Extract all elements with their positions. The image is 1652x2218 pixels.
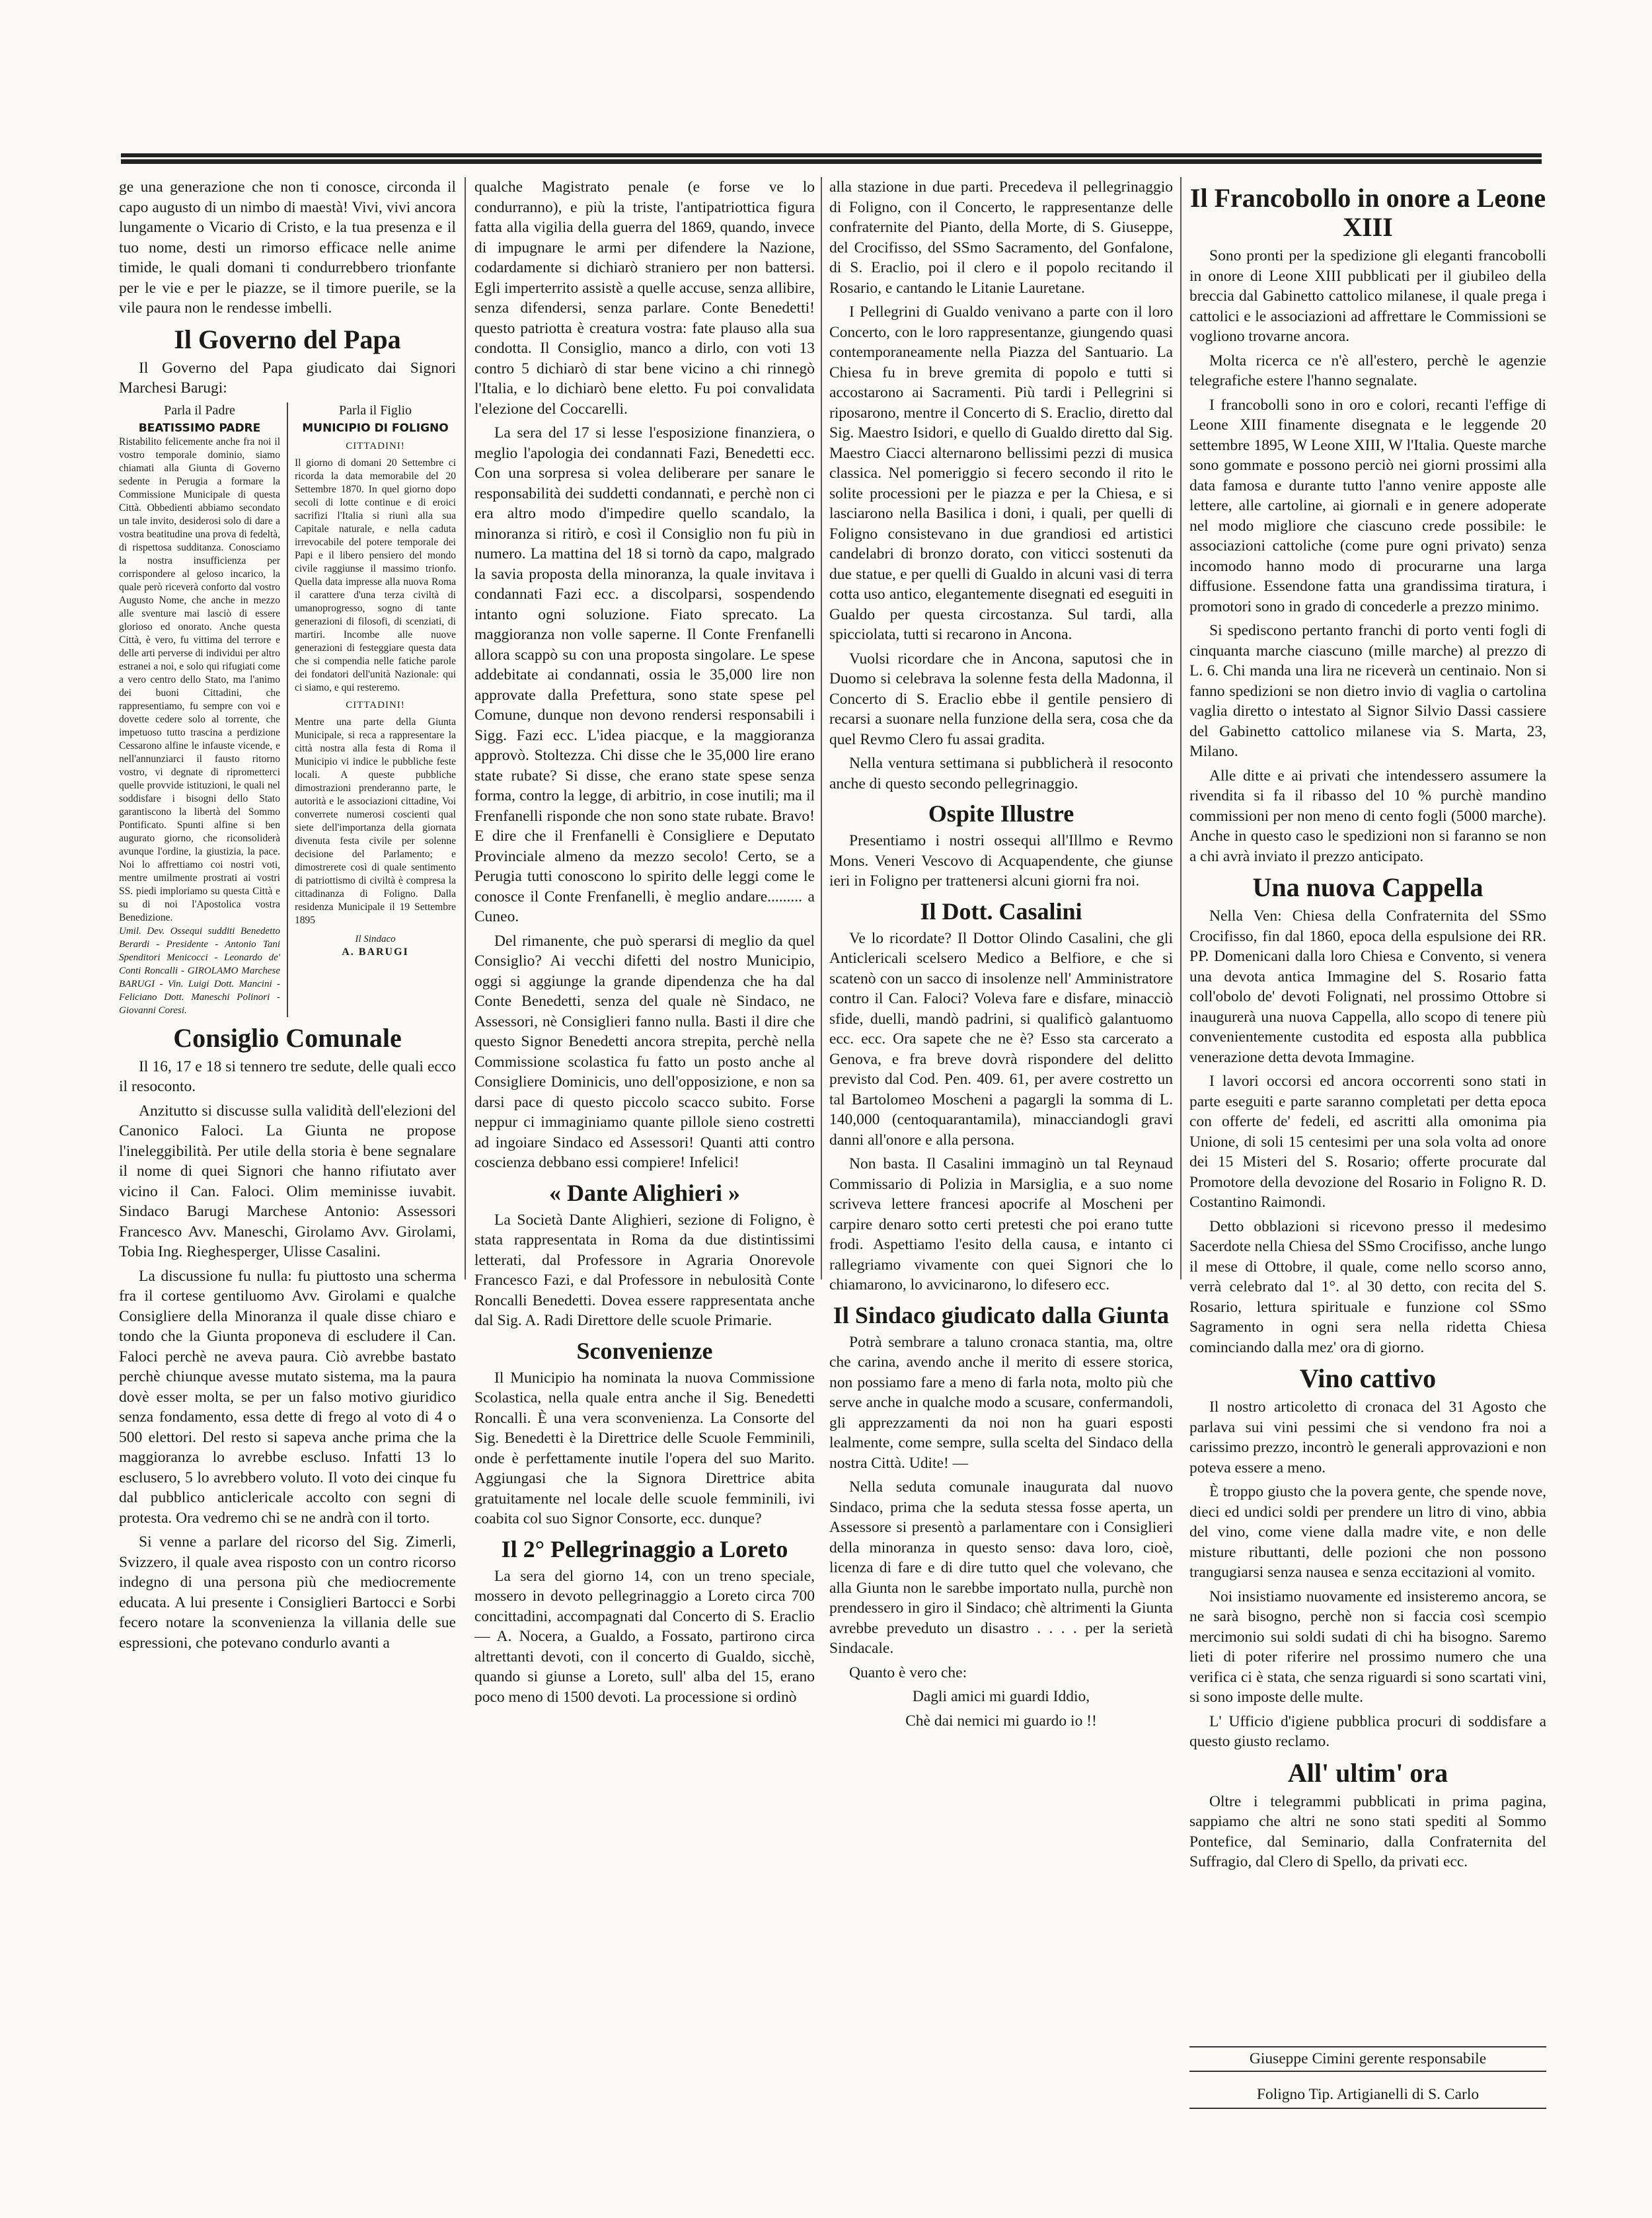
column-2 bbox=[474, 177, 815, 2066]
paragraph: Alle ditte e ai privati che intendessero assumere la rivendita si fa il ribasso del 10 % purchè mandino commissioni per non meno di cento fogli (5000 marche). Anche in questo caso le spedizioni non si faranno se non a chi avrà inviato il prezzo anticipato. bbox=[1189, 767, 1546, 865]
padre-head: Parla il Padre bbox=[164, 402, 235, 418]
paragraph: Detto obblazioni si ricevono presso il medesimo Sacerdote nella Chiesa del SSmo Crocifisso, anche lungo il mese di Ottobre, il quale, come nello scorso anno, verrà celebrato dal 1°. al 30 detto, con recita del S. Rosario, lettura spirituale e funzione col SSmo Sagramento in ogni sera nella ridetta Chiesa cominciando dalla mez' ora di giorno. bbox=[1189, 1217, 1546, 1356]
padre-title: BEATISSIMO PADRE bbox=[138, 421, 261, 435]
paragraph: La sera del 17 si lesse l'esposizione finanziera, o meglio l'apologia dei condannati Fazi, Benedetti ecc. Con una sorpresa si volea deliberare per sanare le responsabilità dei suddetti condannati, e perchè non ci era altro modo d'impedire quello scandalo, la minoranza si ritirò, e così il Consiglio non fu più in numero. La mattina del 18 si tornò da capo, malgrado la savia proposta della minoranza, la quale invitava i condannati Fazi ecc. a discolparsi, sospendendo intanto ogni soluzione. Fiato sprecato. La maggioranza non volle saperne. Il Conte Frenfanelli allora scappò su con una proposta singolare. Le spese addebitate ai condannati, ossia le 35,000 lire non approvate dalla Prefettura, sono state spese pel Comune, dunque non devono rendersi responsabili i Sigg. Fazi ecc. L'idea piacque, e la maggioranza approvò. Stoltezza. Chi disse che le 35,000 lire erano state rubate? Si disse, che erano state spese senza forma, contro la legge, di arbitrio, in cose inutili; ma il Frenfanelli risponde che non sono state rubate. Bravo! E dire che il Frenfanelli è Consigliere e Deputato Provinciale almeno da mezzo secolo! Certo, se a Perugia tutti conoscono lo spirito delle leggi come le conosce il Conte Frenfanelli, è meglio andare......... a Cuneo. bbox=[474, 424, 815, 925]
quote-line-2: Chè dai nemici mi guardo io !! bbox=[905, 1712, 1097, 1730]
paragraph: Nella seduta comunale inaugurata dal nuovo Sindaco, prima che la seduta stessa fosse aperta, un Assessore si presentò a parlamentare con i Consiglieri della minoranza in questo senso: dava loro, cioè, licenza di fare e di dire tutto quel che volevano, che alla Giunta non le sarebbe importato nulla, purchè non prendessero in giro il Sindaco; chè altrimenti la Giunta avrebbe preveduto un disastro . . . . per la serietà Sindacale. bbox=[829, 1478, 1173, 1657]
consiglio-title: Consiglio Comunale bbox=[173, 1022, 402, 1053]
paragraph: alla stazione in due parti. Precedeva il pellegrinaggio di Foligno, con il Concerto, le rappresentanze delle confraternite del Pianto, della Morte, di S. Giuseppe, del Crocifisso, del SSmo Sacramento, del Gonfalone, di S. Eraclio, poi il clero e il popolo recitando il Rosario, e cantando le Litanie Lauretane. bbox=[829, 178, 1173, 297]
paragraph: La Società Dante Alighieri, sezione di Foligno, è stata rappresentata in Roma da due distintissimi letterati, dal Professore in Agraria Onorevole Francesco Fazi, e dal Professore in nebulosità Conte Roncalli Benedetti. Dovea essere rappresentata anche dal Sig. A. Radi Direttore delle scuole Primarie. bbox=[474, 1211, 815, 1329]
figlio-caption-2: CITTADINI! bbox=[346, 699, 405, 710]
column-divider bbox=[465, 177, 466, 1280]
paragraph: Nella Ven: Chiesa della Confraternita del SSmo Crocifisso, fin dal 1860, epoca della espulsione dei RR. PP. Domenicani dalla loro Chiesa e Convento, si venera una devota antica Immagine del S. Rosario fatta coll'obolo de' devoti Folignati, nel prossimo Ottobre si inaugurerà una nuova Cappella, allo scopo di tenere più convenientemente custodita ed esposta alla pubblica venerazione detta devota Immagine. bbox=[1189, 907, 1546, 1066]
figlio-text-2: Mentre una parte della Giunta Municipale, si reca a rappresentare la città nostra alla festa di Roma il Municipio vi indice le pubbliche feste locali. A queste pubbliche dimostrazioni prenderanno parte, le autorità e le associazioni cittadine, Voi converrete numerosi coscienti qual siete dell'importanza della giornata divenuta festa civile per solenne decisione del Parlamento; e dimostrerete così di quale sentimento di patriottismo di civiltà è compresa la cittadinanza di Foligno. Dalla residenza Municipale il 19 Settembre 1895 bbox=[295, 716, 456, 926]
paragraph: Presentiamo i nostri ossequi all'Illmo e Revmo Mons. Veneri Vescovo di Acquapendente, che giunse ieri in Foligno per trattenersi alcuni giorni fra noi. bbox=[829, 832, 1173, 890]
paragraph: La sera del giorno 14, con un treno speciale, mossero in devoto pellegrinaggio a Loreto circa 700 concittadini, accompagnati dal Concerto di S. Eraclio — A. Nocera, a Gualdo, a Fossato, partirono circa altrettanti devoti, con il concerto di Gualdo, sicchè, quando si giunse a Loreto, sull' alba del 15, erano poco meno di 1500 devoti. La processione si ordinò bbox=[474, 1567, 815, 1706]
top-rule bbox=[121, 153, 1542, 164]
column-1 bbox=[119, 177, 456, 2066]
tipografia-line: Foligno Tip. Artigianelli di S. Carlo bbox=[1189, 2083, 1546, 2109]
paragraph: Sono pronti per la spedizione gli eleganti francobolli in onore di Leone XIII pubblicati per il giubileo della breccia dal Gabinetto cattolico milanese, il quale prega i cattolici e le associazioni ad affrettare le Commissioni se vogliono trovarne ancora. bbox=[1189, 247, 1546, 345]
paragraph: Il 16, 17 e 18 si tennero tre sedute, delle quali ecco il resoconto. bbox=[119, 1057, 456, 1095]
gerente-line: Giuseppe Cimini gerente responsabile bbox=[1189, 2046, 1546, 2072]
paragraph: qualche Magistrato penale (e forse ve lo condurranno), e più la triste, l'antipatriottica figura fatta alla vigilia della guerra del 1869, quando, invece di impugnare le armi per difendere la Nazione, codardamente si dichiarò straniero per non battersi. Egli imperterrito assistè a quelle accuse, senza allibire, senza difendersi, senza parlare. Conte Benedetti! questo patriotta è creatura vostra: fate plauso alla sua condotta. Il Consiglio, manco a dirlo, con voti 13 contro 5 dichiarò di star bene vicino a chi rinnegò l'Italia, e lo dichiarò bene eletto. Fu poi convalidata l'elezione del Coccarelli. bbox=[474, 178, 815, 418]
figlio-text-1: Il giorno di domani 20 Settembre ci ricorda la data memorabile del 20 Settembre 1870. In quel giorno dopo secoli di lotte continue e di eroici sacrifizi l'Italia si riunì alla sua Capitale naturale, e nella caduta irrevocabile del potere temporale dei Papi e il libero pensiero del mondo civile raggiunse il massimo trionfo. Quella data impresse alla nuova Roma il carattere d'una terza civiltà di umanoprogresso, sogno di tante generazioni di filosofi, di scenziati, di martiri. Incombe alle nuove generazioni di festeggiare questa data che si compendia nelle fatiche parole dei fondatori dell'unità Nazionale: qui ci siamo, e qui resteremo. bbox=[295, 457, 456, 693]
paragraph: Noi insistiamo nuovamente ed insisteremo ancora, se ne sarà bisogno, perchè non si faccia così scempio mercimonio sui soldi sudati di chi ha bisogno. Saremo lieti di poter riferire nel prossimo numero che una verifica ci è stata, che senza riguardi si sono scartati vini, si sono imposte delle multe. bbox=[1189, 1587, 1546, 1706]
paragraph: Ve lo ricordate? Il Dottor Olindo Casalini, che gli Anticlericali scelsero Medico a Belfiore, e che si scatenò con un sacco di insolenze nell' Amministratore contro il Can. Faloci? Voleva fare e disfare, minacciò sfide, duelli, mandò padrini, si qualificò galantuomo ecc. ecc. Ora sapete che ne è? Esso sta carcerato a Genova, e fra breve dovrà rispondere del delitto previsto dal Cod. Pen. 409. 61, per avere costretto un tal Bartolomeo Moscheni a pagargli la somma di L. 140,000 (centoquarantamila), minacciandogli gravi danni all'onore e alla persona. bbox=[829, 929, 1173, 1149]
casalini-title: Il Dott. Casalini bbox=[920, 898, 1082, 925]
paragraph: Oltre i telegrammi pubblicati in prima pagina, sappiamo che altri ne sono stati spediti al Sommo Pontefice, dal Seminario, dalla Confraternita del Suffragio, dal Clero di Spello, da privati ecc. bbox=[1189, 1792, 1546, 1870]
paragraph: I lavori occorsi ed ancora occorrenti sono stati in parte eseguiti e parte saranno completati per detta epoca con offerte de' fedeli, ed ascritti alla omonima pia Unione, di soli 15 centesimi per una sola volta ad onore dei 15 Misteri del S. Rosario; offerte procurate dal Promotore della devozione del Rosario in Foligno R. D. Costantino Raimondi. bbox=[1189, 1073, 1546, 1211]
paragraph: Anzitutto si discusse sulla validità dell'elezioni del Canonico Faloci. La Giunta ne propose l'ineleggibilità. Per utile della storia è bene segnalare il nome di quei Signori che hanno rifiutato aver vicino il Can. Faloci. Olim meminisse iuvabit. Sindaco Barugi Marchese Antonio: Assessori Francesco Avv. Maneschi, Girolamo Avv. Girolami, Tobia Ing. Rieghesperger, Ulisse Casalini. bbox=[119, 1102, 456, 1260]
paragraph: Potrà sembrare a taluno cronaca stantia, ma, oltre che carina, avendo anche il merito di essere storica, non possiamo fare a meno di farla nota, molto più che serve anche in qualche modo a scusare, confermandoli, gli apprezzamenti da noi non ha guari esposti lealmente, come sempre, sulla scelta del Sindaco della nostra Città. Udite! — bbox=[829, 1333, 1173, 1472]
paragraph: Il Municipio ha nominata la nuova Commissione Scolastica, nella quale entra anche il Sig. Benedetti Roncalli. È una vera sconvenienza. La Consorte del Sig. Benedetti è la Direttrice delle Scuole Femminili, onde è perfettamente inutile l'opera del suo Marito. Aggiungasi che la Signora Direttrice abita gratuitamente nel locale delle scuole femminili, ivi coabita col suo Signor Consorte, ecc. dunque? bbox=[474, 1369, 815, 1527]
padre-signers: Umil. Dev. Ossequi sudditi Benedetto Berardi - Presidente - Antonio Tani Spenditori Menicocci - Leonardo de' Conti Roncalli - GIROLAMO Marchese BARUGI - Vin. Luigi Dott. Mancini - Feliciano Dott. Maneschi Polinori - Giovanni Coresi. bbox=[119, 925, 280, 1016]
pellegrinaggio-title: Il 2° Pellegrinaggio a Loreto bbox=[501, 1535, 788, 1562]
ultim-ora-title: All' ultim' ora bbox=[1287, 1757, 1448, 1788]
paragraph: I Pellegrini di Gualdo venivano a parte con il loro Concerto, con le loro rappresentanze, giungendo quasi contemporaneamente nella Piazza del Santuario. La Chiesa fu in breve gremita di popolo e tutti si accostarono ai Sacramenti. Più tardi i Pellegrini si riposarono, mentre il Concerto di S. Eraclio, diretto dal Sig. Maestro Isidori, e quello di Gualdo diretto dal Sig. Maestro Ciacci alternarono bellissimi pezzi di musica classica. Nel pomeriggio si fecero secondo il rito le solite processioni per le piazza e per la Chiesa, e si lasciarono nella Basilica i doni, i quali, per quelli di Foligno consistevano in due grandiosi ed artistici candelabri di bronzo dorato, con viticci sostenuti da due statue, e per quelli di Gualdo in alcuni vasi di terra cotta uso antico, elegantemente disegnati ed eseguiti in Gualdo per questa circostanza. Sul tardi, alla spicciolata, tutti si recarono in Ancona. bbox=[829, 303, 1173, 643]
figlio-head: Parla il Figlio bbox=[339, 402, 412, 418]
paragraph: La discussione fu nulla: fu piuttosto una scherma fra il cortese gentiluomo Avv. Girolami e qualche Consigliere della Minoranza il quale disse chiaro e tondo che la Giunta proponeva di escludere il Can. Faloci perchè ne aveva paura. Ciò avrebbe bastato perchè chiunque avesse mutato sistema, ma la paura dovè esser molta, se per un falso motivo giuridico senza fondamento, essa dette di frego al voto di 4 o 500 elettori. Del resto si sapeva anche prima che la maggioranza lo avrebbe escluso. Infatti 13 lo esclusero, 5 lo avrebbero voluto. Il voto dei cinque fu dal pubblico anticlericale accolto con segni di protesta. Ora vedremo chi se ne andrà con il torto. bbox=[119, 1267, 456, 1527]
figlio-sign-name: A. BARUGI bbox=[342, 946, 409, 958]
figlio-title: MUNICIPIO DI FOLIGNO bbox=[302, 421, 449, 435]
governo-subtitle: Il Governo del Papa giudicato dai Signori Marchesi Barugi: bbox=[119, 359, 456, 397]
sconvenienze-title: Sconvenienze bbox=[576, 1337, 713, 1364]
figlio-caption-1: CITTADINI! bbox=[346, 440, 405, 451]
figlio-sign-role: Il Sindaco bbox=[355, 933, 396, 944]
padre-column bbox=[119, 402, 280, 1017]
paragraph: Nella ventura settimana si pubblicherà il resoconto anche di questo secondo pellegrinaggio. bbox=[829, 755, 1173, 792]
column-divider bbox=[821, 177, 822, 1280]
paragraph: I francobolli sono in oro e colori, recanti l'effige di Leone XIII finamente disegnata e le leggende 20 settembre 1895, W Leone XIII, W l'Italia. Queste marche sono gommate e possono perciò nei giorni prossimi alla data famosa e durante tutto l'anno venire apposte alle lettere, alle cartoline, ai giornali e in genere adoperate nel modo migliore che ciascuno crede possibile: le associazioni cattoliche (come pure ogni privato) senza incomodo hanno modo di procurarne una larga diffusione. Essendone fatta una grandissima tiratura, i promotori sono in grado di concederle a prezzo minimo. bbox=[1189, 396, 1546, 615]
ospite-title: Ospite Illustre bbox=[928, 800, 1074, 827]
paragraph: È troppo giusto che la povera gente, che spende nove, dieci ed undici soldi per prendere un litro di vino, abbia del vino, come viene dalla madre vite, e non delle misture ributtanti, delle pozioni che non possono trangugiarsi senza nausea e senza eccitazioni al vomito. bbox=[1189, 1483, 1546, 1581]
declarations bbox=[119, 402, 456, 1017]
paragraph: Molta ricerca ce n'è all'estero, perchè le agenzie telegrafiche estere l'hanno segnalate. bbox=[1189, 352, 1546, 389]
paragraph: Si spediscono pertanto franchi di porto venti fogli di cinquanta marche ciascuno (mille marche) al prezzo di L. 6. Chi manda una lira ne riceverà un centinaio. Non si fanno spedizioni se non dietro invio di vaglia o cartolina vaglia diretto o intestato al Signor Silvio Dassi cassiere del Gabinetto cattolico milanese via S. Marta, 23, Milano. bbox=[1189, 622, 1546, 760]
paragraph: Non basta. Il Casalini immaginò un tal Reynaud Commissario di Polizia in Marsiglia, e a suo nome scriveva lettere francesi apocrife al Moscheni per carpire denaro sotto certi pretesti che poi erano tutte frodi. Aspettiamo l'esito della causa, e intanto ci rallegriamo vivamente con quei Signori che lo chiamarono, lo avvicinarono, lo difesero ecc. bbox=[829, 1155, 1173, 1293]
paragraph: L' Ufficio d'igiene pubblica procuri di soddisfare a questo giusto reclamo. bbox=[1189, 1712, 1546, 1750]
paragraph: Del rimanente, che può sperarsi di meglio da quel Consiglio? Ai vecchi difetti del nostro Municipio, oggi si aggiunge la grande dipendenza che ha dal Conte Benedetti, senza del quale nè Sindaco, ne Assessori, nè Consiglieri fanno nulla. Basti il dire che questo Signor Benedetti ancora strepita, perchè nella Commissione scolastica fu fatto un posto anche al Consigliere Dominicis, uno dell'opposizione, e non sa darsi pace di questo piccolo scacco subito. Forse neppur ci immaginiamo quante pillole sieno costretti ad ingoiare Sindaco ed Assessori! Quanti atti contro coscienza debbano essi compiere! Infelici! bbox=[474, 932, 815, 1171]
dante-title: « Dante Alighieri » bbox=[549, 1179, 740, 1206]
paragraph: Si venne a parlare del ricorso del Sig. Zimerli, Svizzero, il quale avea risposto con un contro ricorso indegno di una persona più che mediocremente educata. A lui presente i Consiglieri Bartocci e Sorbi fecero notare la sconvenienza la villania delle sue espressioni, che potevano condurlo avanti a bbox=[119, 1533, 456, 1652]
governo-title: Il Governo del Papa bbox=[174, 324, 401, 354]
francobollo-title: Il Francobollo in onore a Leone XIII bbox=[1189, 183, 1546, 242]
padre-text: Ristabilito felicemente anche fra noi il vostro temporale dominio, siamo chiamati alla Giunta di Governo sedente in Perugia a formare la Commissione Municipale di questa Città. Obbedienti abbiamo secondato un tale invito, desiderosi solo di dare a vostra beatitudine una prova di fedeltà, di rispettosa sudditanza. Conosciamo la nostra insufficienza per corrispondere al geloso incarico, la quale però riceverà conforto dal vostro Augusto Nome, che anche in mezzo alle sventure mai lasciò di essere glorioso ed onorato. Anche questa Città, è vero, fu vittima del terrore e delle arti perverse di individui per altro estranei a noi, e solo qui rifugiati come a vero centro dello Stato, ma l'animo dei buoni Cittadini, che rappresentiamo, fu sempre con voi e dovette cedere solo al torrente, che impetuoso tutto trascina a perdizione Cessarono alfine le infauste vicende, e nell'annunziarci il fausto ritorno vostro, vi degnate di riprometterci quelle provvide istituzioni, le quali nel soddisfare i bisogni dello Stato garantiscono la libertà del Sommo Pontificato. Spunti alfine si ben augurato giorno, che riconsoliderà avunque l'ordine, la giustizia, la pace. Noi lo affrettiamo coi nostri voti, mentre umilmente prostrati ai vostri SS. piedi imploriamo su questa Città e su di noi l'Apostolica vostra Benedizione. bbox=[119, 436, 280, 923]
column-divider bbox=[1180, 177, 1182, 1280]
sindaco-title: Il Sindaco giudicato dalla Giunta bbox=[833, 1301, 1170, 1328]
paragraph: Il nostro articoletto di cronaca del 31 Agosto che parlava sui vini pessimi che si vendono fra noi a carissimo prezzo, incontrò le generali approvazioni e non poteva essere a meno. bbox=[1189, 1398, 1546, 1476]
cappella-title: Una nuova Cappella bbox=[1252, 872, 1483, 902]
declaration-divider bbox=[287, 402, 288, 1017]
vino-title: Vino cattivo bbox=[1299, 1363, 1437, 1393]
paragraph: Quanto è vero che: bbox=[849, 1664, 967, 1681]
quote-line-1: Dagli amici mi guardi Iddio, bbox=[912, 1688, 1090, 1705]
column-4 bbox=[1189, 177, 1546, 2040]
figlio-column bbox=[295, 402, 456, 1017]
column-3 bbox=[829, 177, 1173, 2066]
paragraph: Vuolsi ricordare che in Ancona, saputosi che in Duomo si celebrava la solenne festa della Madonna, il Concerto di S. Eraclio ebbe il gentile pensiero di recarsi a suonare nella funzione della sera, cosa che da quel Revmo Clero fu assai gradita. bbox=[829, 650, 1173, 748]
intro-paragraph: ge una generazione che non ti conosce, circonda il capo augusto di un nimbo di maestà! Vivi, vivi ancora lungamente o Vicario di Cristo, e la tua presenza e il tuo nome, desti un rimorso efficace nelle anime timide, le quali domani ti condurrebbero trionfante per le vie e per le piazze, se il timore puerile, se la vile paura non le rendesse imbelli. bbox=[119, 178, 456, 317]
